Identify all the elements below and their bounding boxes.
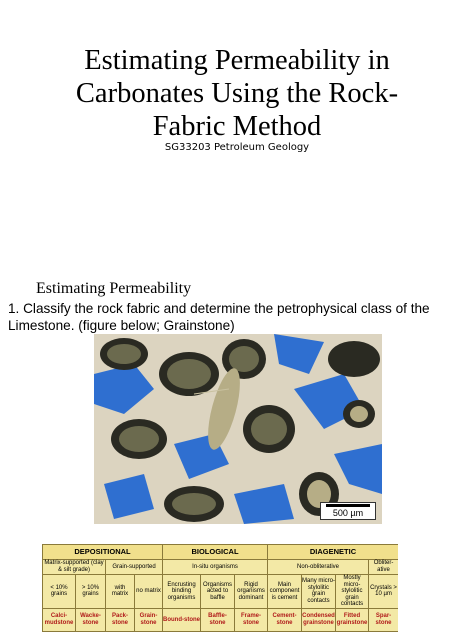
criterion-cell: Organisms acted to baffle	[201, 575, 235, 609]
subgroup-grain-supported: Grain-supported	[106, 560, 163, 575]
subgroup-obliterative: Obliter-ative	[369, 560, 398, 575]
scale-line	[326, 504, 370, 507]
rock-name-cell: Fitted grainstone	[336, 608, 369, 631]
criterion-cell: with matrix	[106, 575, 135, 609]
rock-name-cell: Spar-stone	[369, 608, 398, 631]
scale-bar	[320, 502, 376, 520]
group-diagenetic: DIAGENETIC	[268, 545, 398, 560]
criterion-cell: Crystals > 10 µm	[369, 575, 398, 609]
criterion-cell: Many micro-stylolitic grain contacts	[302, 575, 336, 609]
subgroup-in-situ: In-situ organisms	[163, 560, 268, 575]
subgroup-matrix-supported: Matrix-supported (clay & silt grade)	[44, 560, 104, 573]
criterion-cell: Mostly micro-stylolitic grain contacts	[336, 575, 369, 609]
scale-label: 500 µm	[332, 508, 364, 518]
rock-name-cell: Calci-mudstone	[43, 608, 76, 631]
step-instruction: 1. Classify the rock fabric and determine the petrophysical class of the Limestone. (figure below; Grainstone)	[8, 301, 430, 333]
criterion-cell: Encrusting binding organisms	[163, 575, 201, 609]
classification-table	[42, 544, 398, 632]
rock-name-cell: Wacke-stone	[76, 608, 106, 631]
micrograph-image	[94, 334, 382, 524]
rock-fabric-classification-chart	[42, 544, 398, 632]
criterion-cell: Rigid organisms dominant	[235, 575, 268, 609]
rock-name-cell: Condensed grainstone	[302, 608, 336, 631]
criterion-cell: < 10% grains	[43, 575, 76, 609]
section-heading: Estimating Permeability	[36, 280, 192, 297]
thin-section-micrograph	[94, 334, 382, 524]
title-line: Estimating Permeability in	[84, 45, 390, 76]
rock-name-cell: Bound-stone	[163, 608, 201, 631]
rock-name-cell: Grain-stone	[135, 608, 163, 631]
course-subtitle: SG33203 Petroleum Geology	[164, 142, 310, 153]
rock-name-cell: Cement-stone	[268, 608, 302, 631]
group-biological: BIOLOGICAL	[163, 545, 268, 560]
rock-name-cell: Frame-stone	[235, 608, 268, 631]
criterion-cell: no matrix	[135, 575, 163, 609]
criterion-cell: > 10% grains	[76, 575, 106, 609]
title-line: Carbonates Using the Rock-	[75, 78, 399, 109]
slide-title	[20, 44, 454, 143]
title-line: Fabric Method	[152, 111, 322, 142]
rock-name-cell: Pack-stone	[106, 608, 135, 631]
rock-name-cell: Baffle-stone	[201, 608, 235, 631]
subgroup-non-obliterative: Non-obliterative	[268, 560, 369, 575]
criterion-cell: Main component is cement	[268, 575, 302, 609]
group-depositional: DEPOSITIONAL	[43, 545, 163, 560]
